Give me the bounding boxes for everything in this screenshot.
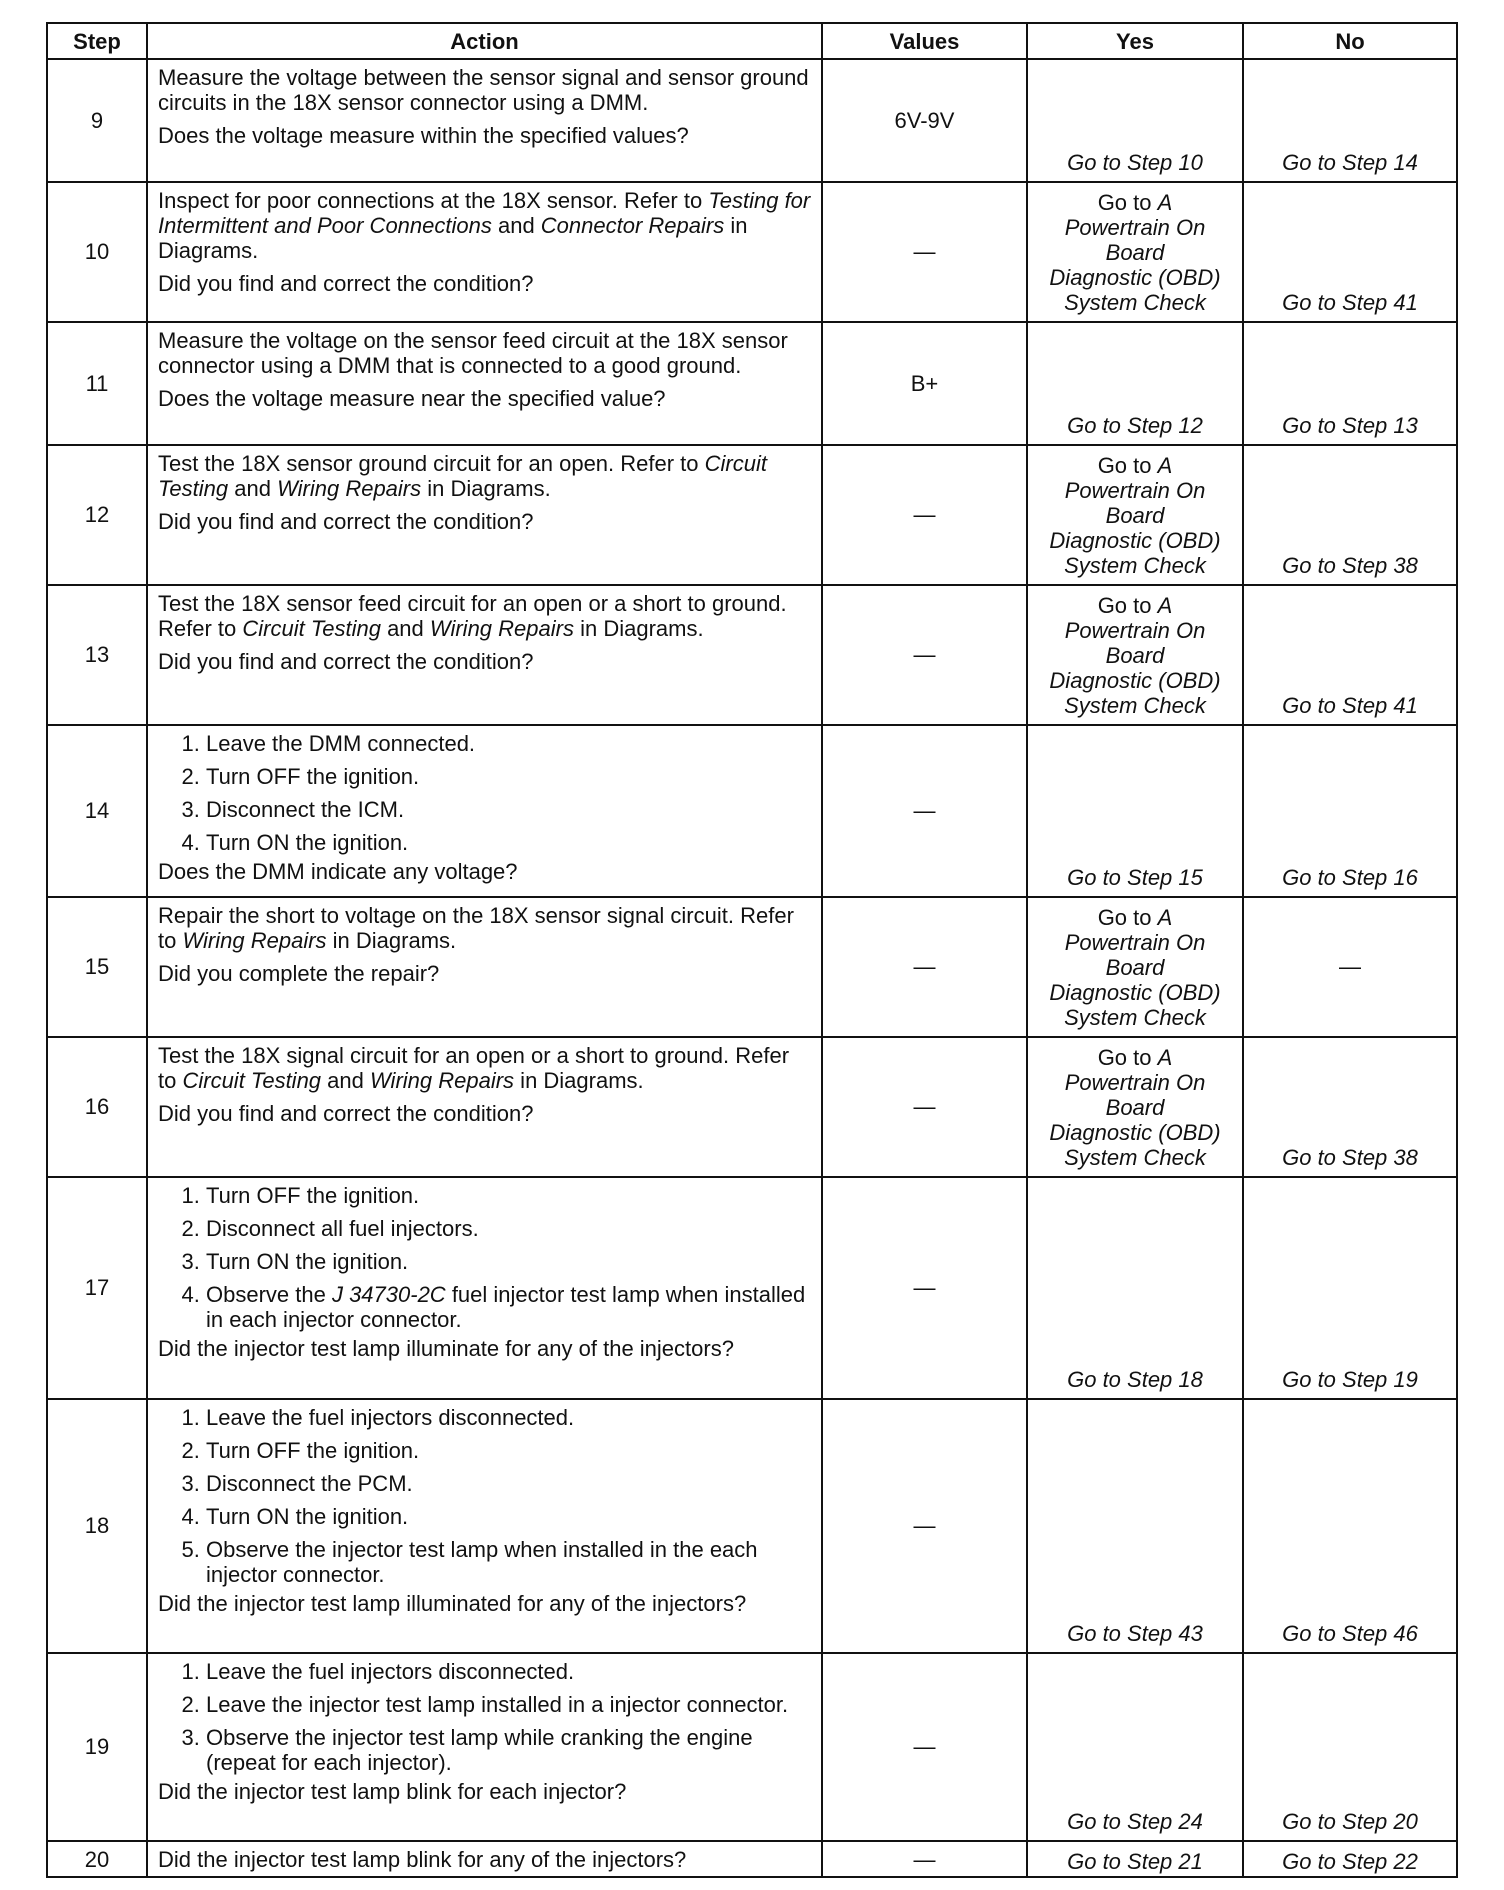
action-question: Did you find and correct the condition?: [158, 509, 534, 534]
instruction-list: [158, 1183, 811, 1332]
action-question: Did you find and correct the condition?: [158, 649, 534, 674]
table-row: [47, 1037, 1457, 1177]
action-text: Test the 18X sensor ground circuit for an open. Refer to Circuit Testing and Wiring Repairs in Diagrams.: [158, 451, 767, 501]
yes-cell: Go to Step 24: [1027, 1653, 1243, 1841]
header-row: [47, 23, 1457, 59]
value-cell: —: [822, 1841, 1027, 1877]
list-item: 2. Turn OFF the ignition.: [206, 1438, 811, 1463]
list-item: 3. Turn ON the ignition.: [206, 1249, 811, 1274]
table-row: [47, 725, 1457, 897]
action-cell: [147, 1841, 822, 1877]
no-cell: Go to Step 46: [1243, 1399, 1457, 1653]
table-row: [47, 322, 1457, 445]
action-question: Did you complete the repair?: [158, 961, 440, 986]
value-cell: —: [822, 182, 1027, 322]
table-row: [47, 445, 1457, 585]
list-item: 3. Disconnect the PCM.: [206, 1471, 811, 1496]
step-number: 18: [47, 1399, 147, 1653]
action-cell: [147, 725, 822, 897]
list-item: 1. Leave the fuel injectors disconnected.: [206, 1405, 811, 1430]
step-number: 16: [47, 1037, 147, 1177]
no-cell: Go to Step 13: [1243, 322, 1457, 445]
step-number: 15: [47, 897, 147, 1037]
tool-reference: J 34730-2C: [331, 1282, 446, 1307]
step-number: 13: [47, 585, 147, 725]
step-number: 19: [47, 1653, 147, 1841]
no-cell: Go to Step 22: [1243, 1841, 1457, 1877]
action-cell: [147, 59, 822, 182]
action-cell: [147, 1653, 822, 1841]
table-row: [47, 1841, 1457, 1877]
action-cell: [147, 182, 822, 322]
reference-link: Circuit Testing: [242, 616, 381, 641]
step-number: 17: [47, 1177, 147, 1399]
yes-cell: Go to A Powertrain On Board Diagnostic (OBD) System Check: [1027, 1037, 1243, 1177]
action-question: Does the voltage measure near the specified value?: [158, 386, 666, 411]
action-text: Measure the voltage between the sensor signal and sensor ground circuits in the 18X sensor connector using a DMM.: [158, 65, 809, 115]
list-item: 5. Observe the injector test lamp when installed in the each injector connector.: [206, 1537, 811, 1587]
action-question: Did you find and correct the condition?: [158, 271, 534, 296]
reference-link: Wiring Repairs: [429, 616, 574, 641]
table-row: [47, 1177, 1457, 1399]
yes-cell: Go to A Powertrain On Board Diagnostic (OBD) System Check: [1027, 182, 1243, 322]
action-question: Did the injector test lamp illuminate for any of the injectors?: [158, 1336, 734, 1361]
yes-cell: Go to Step 12: [1027, 322, 1243, 445]
yes-cell: Go to Step 43: [1027, 1399, 1243, 1653]
value-cell: —: [822, 445, 1027, 585]
reference-link: Circuit Testing: [182, 1068, 322, 1093]
list-item: 2. Turn OFF the ignition.: [206, 764, 811, 789]
list-item: 1. Leave the fuel injectors disconnected.: [206, 1659, 811, 1684]
list-item: 2. Leave the injector test lamp installed in a injector connector.: [206, 1692, 811, 1717]
action-question: Does the voltage measure within the specified values?: [158, 123, 689, 148]
no-cell: Go to Step 14: [1243, 59, 1457, 182]
action-text: Measure the voltage on the sensor feed circuit at the 18X sensor connector using a DMM that is connected to a good ground.: [158, 328, 788, 378]
yes-cell: Go to A Powertrain On Board Diagnostic (OBD) System Check: [1027, 897, 1243, 1037]
diagnostic-table: [46, 22, 1458, 1878]
action-cell: [147, 1399, 822, 1653]
table-row: [47, 585, 1457, 725]
yes-cell: Go to Step 21: [1027, 1841, 1243, 1877]
table-row: [47, 59, 1457, 182]
no-cell: Go to Step 41: [1243, 182, 1457, 322]
step-number: 11: [47, 322, 147, 445]
action-text: Repair the short to voltage on the 18X sensor signal circuit. Refer to Wiring Repairs in Diagrams.: [158, 903, 794, 953]
value-cell: B+: [822, 322, 1027, 445]
step-number: 12: [47, 445, 147, 585]
yes-cell: Go to Step 18: [1027, 1177, 1243, 1399]
action-question: Does the DMM indicate any voltage?: [158, 859, 518, 884]
value-cell: —: [822, 1177, 1027, 1399]
yes-cell: Go to A Powertrain On Board Diagnostic (OBD) System Check: [1027, 445, 1243, 585]
no-cell: Go to Step 16: [1243, 725, 1457, 897]
action-cell: [147, 1037, 822, 1177]
no-cell: Go to Step 38: [1243, 1037, 1457, 1177]
value-cell: —: [822, 1037, 1027, 1177]
instruction-list: [158, 731, 811, 855]
no-cell: —: [1243, 897, 1457, 1037]
header-values: Values: [822, 23, 1027, 59]
list-item: 3. Observe the injector test lamp while cranking the engine (repeat for each injector).: [206, 1725, 811, 1775]
step-number: 14: [47, 725, 147, 897]
yes-cell: Go to Step 10: [1027, 59, 1243, 182]
table-row: [47, 897, 1457, 1037]
list-item: 1. Leave the DMM connected.: [206, 731, 811, 756]
value-cell: —: [822, 725, 1027, 897]
table-row: [47, 1399, 1457, 1653]
no-cell: Go to Step 19: [1243, 1177, 1457, 1399]
list-item: 4. Turn ON the ignition.: [206, 1504, 811, 1529]
action-question: Did the injector test lamp blink for any of the injectors?: [158, 1846, 687, 1872]
reference-link: Wiring Repairs: [277, 476, 422, 501]
no-cell: Go to Step 20: [1243, 1653, 1457, 1841]
list-item: 4. Observe the J 34730-2C fuel injector test lamp when installed in each injector connector.: [206, 1282, 811, 1332]
value-cell: 6V-9V: [822, 59, 1027, 182]
reference-link: Wiring Repairs: [369, 1068, 515, 1093]
step-number: 9: [47, 59, 147, 182]
value-cell: —: [822, 1653, 1027, 1841]
reference-link: Wiring Repairs: [182, 928, 327, 953]
table-row: [47, 182, 1457, 322]
action-question: Did the injector test lamp blink for each injector?: [158, 1779, 627, 1804]
reference-link: Connector Repairs: [540, 213, 725, 238]
value-cell: —: [822, 897, 1027, 1037]
reference-link: Testing for Intermittent and Poor Connections: [158, 188, 811, 238]
value-cell: —: [822, 1399, 1027, 1653]
list-item: 2. Disconnect all fuel injectors.: [206, 1216, 811, 1241]
value-cell: —: [822, 585, 1027, 725]
reference-link: Circuit Testing: [158, 451, 767, 501]
action-cell: [147, 897, 822, 1037]
table-row: [47, 1653, 1457, 1841]
action-cell: [147, 1177, 822, 1399]
no-cell: Go to Step 38: [1243, 445, 1457, 585]
yes-cell: Go to A Powertrain On Board Diagnostic (OBD) System Check: [1027, 585, 1243, 725]
action-question: Did the injector test lamp illuminated for any of the injectors?: [158, 1591, 747, 1616]
header-action: Action: [147, 23, 822, 59]
header-no: No: [1243, 23, 1457, 59]
action-text: Test the 18X signal circuit for an open or a short to ground. Refer to Circuit Testing and Wiring Repairs in Diagrams.: [158, 1043, 790, 1093]
action-question: Did you find and correct the condition?: [158, 1101, 534, 1126]
list-item: 3. Disconnect the ICM.: [206, 797, 811, 822]
action-cell: [147, 585, 822, 725]
step-number: 10: [47, 182, 147, 322]
header-step: Step: [47, 23, 147, 59]
list-item: 4. Turn ON the ignition.: [206, 830, 811, 855]
action-text: Test the 18X sensor feed circuit for an open or a short to ground. Refer to Circuit Testing and Wiring Repairs in Diagrams.: [158, 591, 787, 641]
instruction-list: [158, 1659, 811, 1775]
action-text: Inspect for poor connections at the 18X sensor. Refer to Testing for Intermittent and Poor Connections and Connector Repairs in Diagrams.: [158, 188, 811, 263]
yes-cell: Go to Step 15: [1027, 725, 1243, 897]
action-cell: [147, 445, 822, 585]
list-item: 1. Turn OFF the ignition.: [206, 1183, 811, 1208]
step-number: 20: [47, 1841, 147, 1877]
header-yes: Yes: [1027, 23, 1243, 59]
action-cell: [147, 322, 822, 445]
no-cell: Go to Step 41: [1243, 585, 1457, 725]
instruction-list: [158, 1405, 811, 1587]
